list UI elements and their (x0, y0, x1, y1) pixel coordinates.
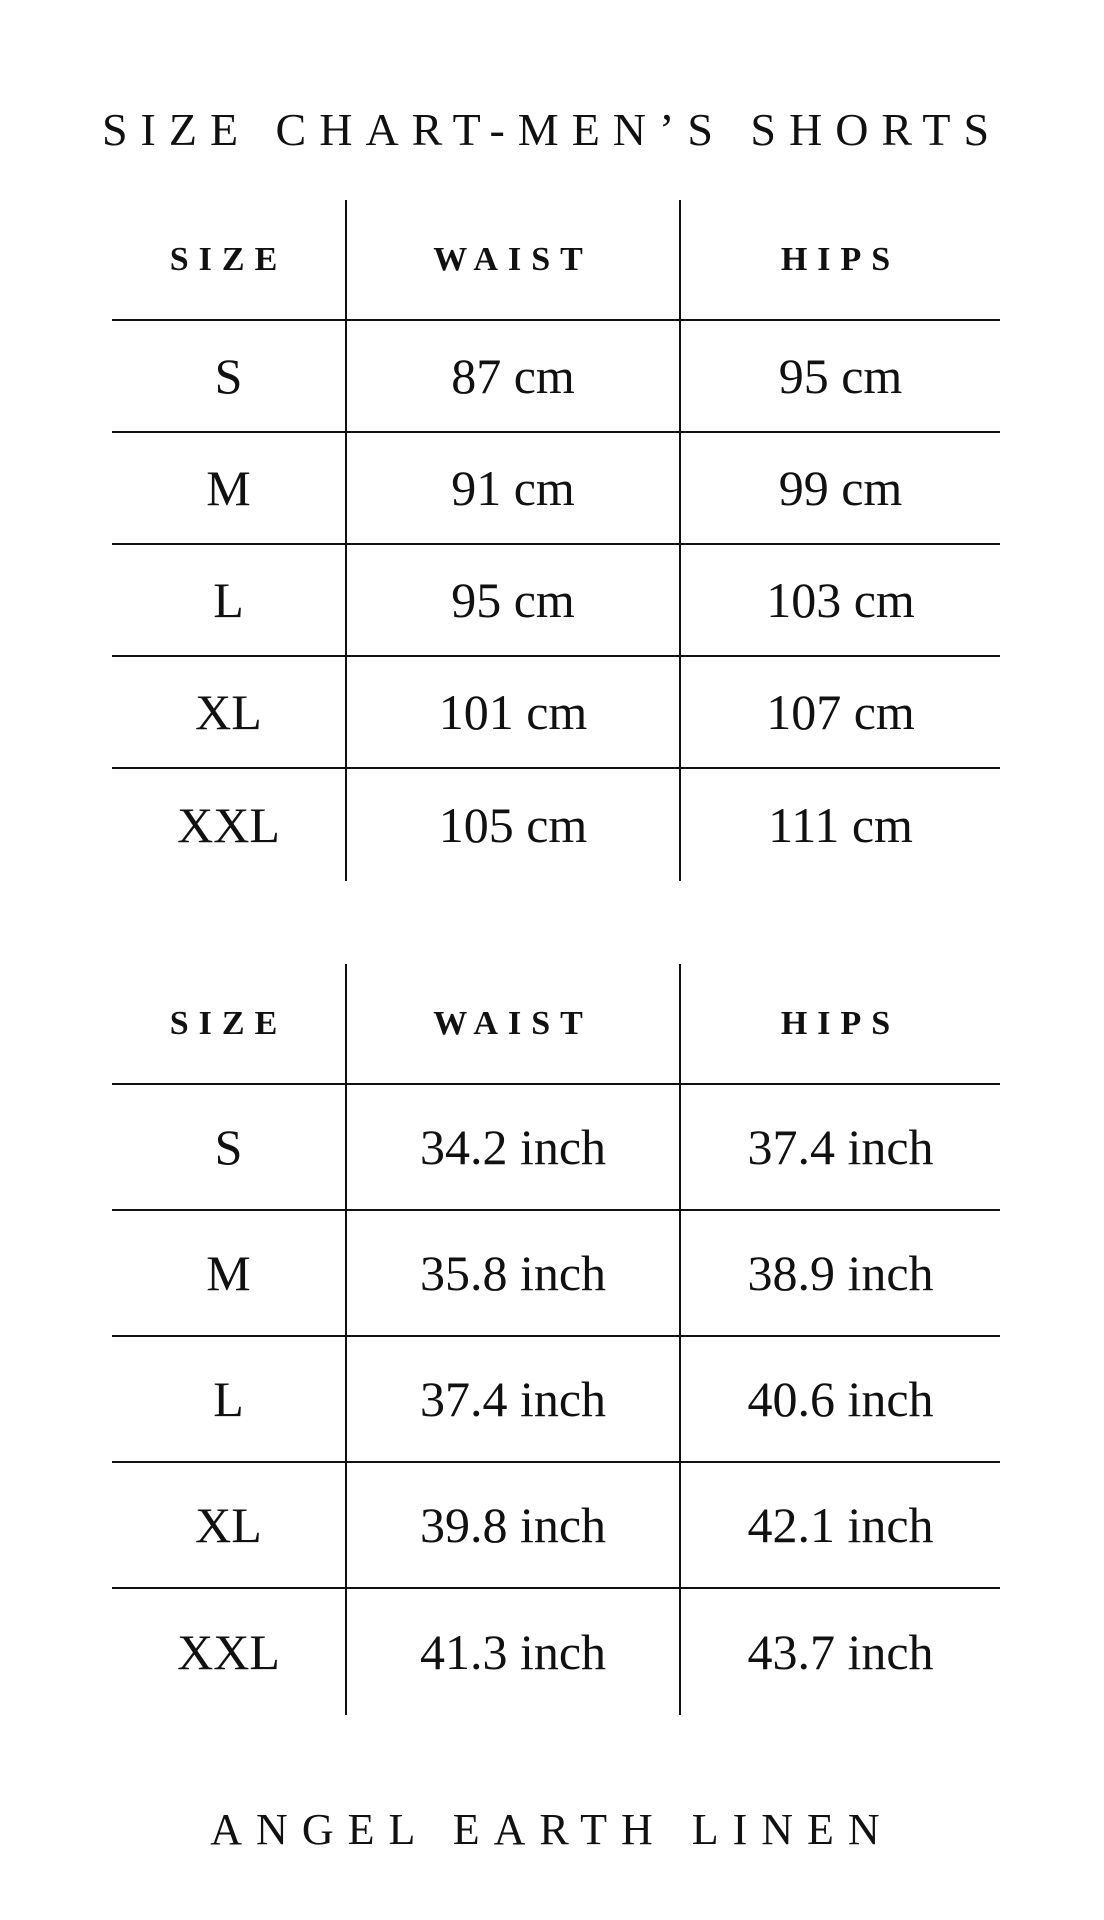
waist-cell: 35.8 inch (347, 1211, 681, 1335)
header-waist: WAIST (347, 200, 681, 319)
hips-cell: 99 cm (778, 460, 903, 516)
size-cell: XL (112, 657, 347, 767)
waist-cell: 91 cm (347, 433, 681, 543)
hips-cell: 37.4 inch (747, 1119, 934, 1175)
size-table-cm (112, 200, 1000, 881)
hips-cell: 40.6 inch (747, 1371, 934, 1427)
table-row (112, 545, 1000, 657)
waist-cell: 37.4 inch (347, 1337, 681, 1461)
page-title: SIZE CHART-MEN’S SHORTS (101, 104, 1003, 155)
size-table-inch (112, 964, 1000, 1715)
table-row (112, 433, 1000, 545)
table-row (112, 1211, 1000, 1337)
size-cell: M (112, 1211, 347, 1335)
table-row (112, 769, 1000, 881)
waist-cell: 87 cm (347, 321, 681, 431)
hips-cell: 107 cm (766, 684, 915, 740)
table-header-row (112, 964, 1000, 1085)
table-row (112, 657, 1000, 769)
size-cell: XL (112, 1463, 347, 1587)
header-waist: WAIST (347, 964, 681, 1083)
header-hips: HIPS (780, 1004, 901, 1042)
hips-cell: 43.7 inch (747, 1624, 934, 1680)
waist-cell: 39.8 inch (347, 1463, 681, 1587)
table-row (112, 321, 1000, 433)
header-size: SIZE (112, 200, 347, 319)
table-row (112, 1589, 1000, 1715)
hips-cell: 38.9 inch (747, 1245, 934, 1301)
hips-cell: 103 cm (766, 572, 915, 628)
waist-cell: 101 cm (347, 657, 681, 767)
brand-footer: ANGEL EARTH LINEN (210, 1805, 894, 1854)
waist-cell: 34.2 inch (347, 1085, 681, 1209)
size-cell: L (112, 1337, 347, 1461)
size-cell: M (112, 433, 347, 543)
table-row (112, 1337, 1000, 1463)
waist-cell: 95 cm (347, 545, 681, 655)
header-hips: HIPS (780, 240, 901, 278)
size-cell: XXL (112, 1589, 347, 1715)
table-row (112, 1463, 1000, 1589)
hips-cell: 111 cm (768, 797, 913, 853)
waist-cell: 41.3 inch (347, 1589, 681, 1715)
size-cell: S (112, 1085, 347, 1209)
size-cell: L (112, 545, 347, 655)
size-cell: S (112, 321, 347, 431)
table-row (112, 1085, 1000, 1211)
waist-cell: 105 cm (347, 769, 681, 881)
table-header-row (112, 200, 1000, 321)
size-cell: XXL (112, 769, 347, 881)
hips-cell: 42.1 inch (747, 1497, 934, 1553)
hips-cell: 95 cm (778, 348, 903, 404)
header-size: SIZE (112, 964, 347, 1083)
